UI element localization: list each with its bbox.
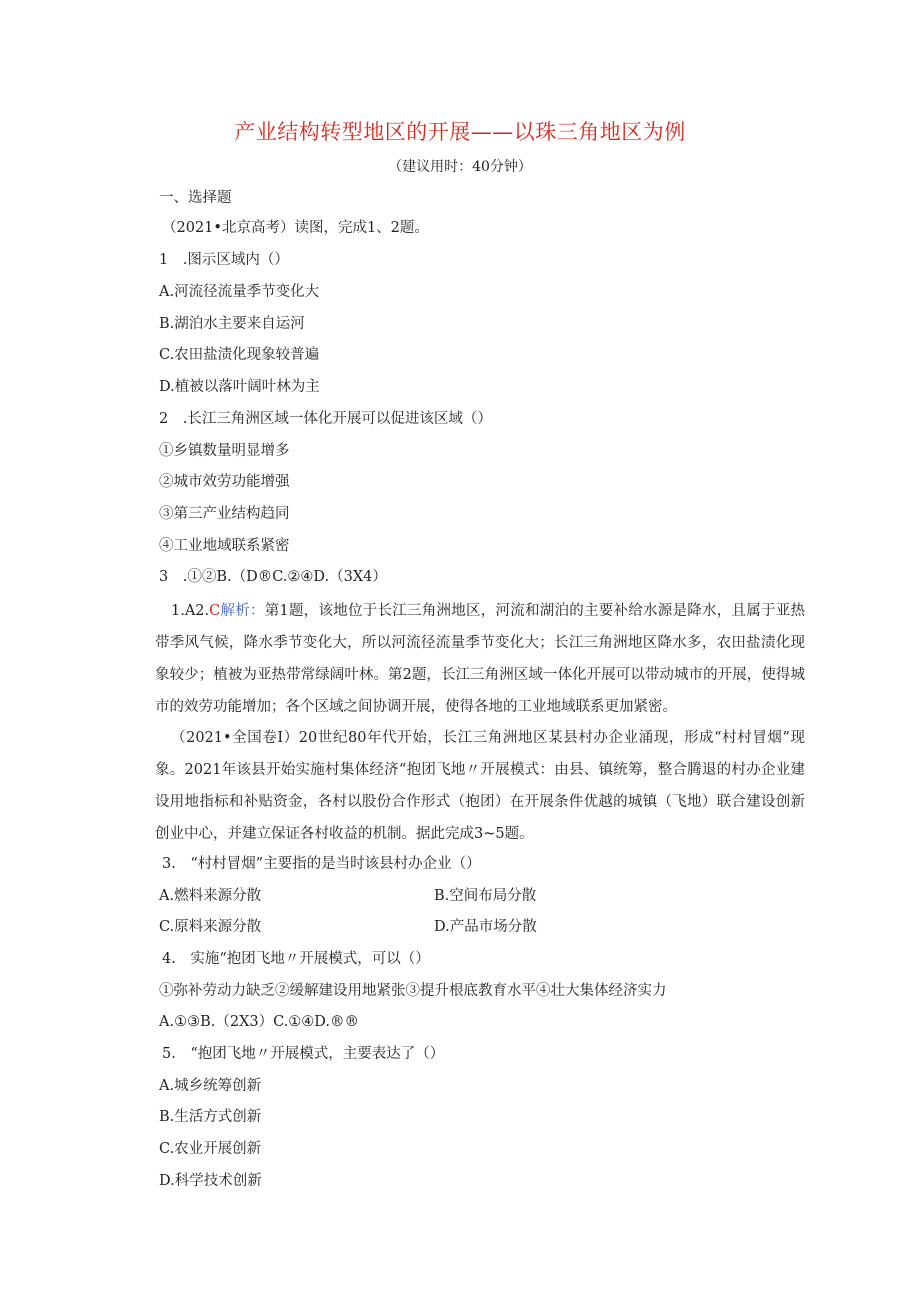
question-3-option-b: B.空间布局分散	[434, 888, 537, 904]
answer-explanation-1	[155, 595, 805, 723]
question-5-option-c: C.农业开展创新	[159, 1141, 262, 1157]
question-5-stem: 5. “抱团飞地〃开展模式，主要表达了（）	[162, 1046, 445, 1062]
answer-numbers: 1.A2.	[171, 603, 210, 619]
question-2-item-2: ②城市效劳功能增强	[159, 474, 290, 490]
question-2-item-1: ①乡镇数量明显增多	[159, 443, 290, 459]
source-note-2: （2021•全国卷I）20世纪80年代开始，长江三角洲地区某县村办企业涌现，形成“村村冒烟”现象。2021年该县开始实施村集体经济“抱团飞地〃开展模式：由县、镇统筹，整合腾退的村办企业建设用地指标和补贴资金，各村以股份合作形式（抱团）在开展条件优越的城镇（飞地）联合建设创新创业中心，并建立保证各村收益的机制。据此完成3~5题。	[155, 730, 805, 842]
question-5-option-b: B.生活方式创新	[159, 1109, 262, 1125]
answer-c: C	[209, 603, 221, 619]
question-5-option-d: D.科学技术创新	[159, 1173, 262, 1189]
question-2-stem: 2 .长江三角洲区域一体化开展可以促进该区域（）	[159, 411, 492, 427]
question-4-items: ①弥补劳动力缺乏②缓解建设用地紧张③提升根底教育水平④壮大集体经济实力	[159, 983, 667, 999]
question-4-stem: 4. 实施“抱团飞地〃开展模式，可以（）	[162, 951, 430, 967]
question-1-option-b: B.湖泊水主要来自运河	[159, 316, 305, 332]
question-3-stem: 3. “村村冒烟”主要指的是当时该县村办企业（）	[162, 856, 481, 872]
answer-text: 第1题，该地位于长江三角洲地区，河流和湖泊的主要补给水源是降水，且属于亚热带季风气候，降水季节变化大，所以河流径流量季节变化大；长江三角洲地区降水多，农田盐渍化现象较少；植被为亚热带常绿阔叶林。第2题，长江三角洲区域一体化开展可以带动城市的开展，使得城市的效劳功能增加；各个区域之间协调开展，使得各地的工业地域联系更加紧密。	[155, 603, 806, 715]
question-3-option-d: D.产品市场分散	[434, 919, 537, 935]
question-1-option-a: A.河流径流量季节变化大	[159, 284, 320, 300]
question-1-option-c: C.农田盐渍化现象较普遍	[159, 347, 320, 363]
question-2-item-3: ③第三产业结构趋同	[159, 506, 290, 522]
question-1-option-d: D.植被以落叶阔叶林为主	[159, 379, 320, 395]
section-heading: 一、选择题	[159, 190, 232, 206]
answer-label: 解析：	[220, 603, 265, 619]
page-title: 产业结构转型地区的开展——以珠三角地区为例	[234, 120, 686, 144]
suggested-time: （建议用时：40分钟）	[388, 159, 532, 175]
question-3-option-c: C.原料来源分散	[159, 919, 262, 935]
question-1-stem: 1 .图示区域内（）	[159, 252, 289, 268]
source-note-1: （2021•北京高考）读图，完成1、2题。	[162, 220, 429, 236]
question-3-option-a: A.燃料来源分散	[159, 888, 262, 904]
question-4-choices: A.①③B.（2X3）C.①④D.®®	[159, 1014, 360, 1030]
question-2-item-4: ④工业地域联系紧密	[159, 538, 290, 554]
question-2-choices: 3 .①②B.（D®C.②④D.（3X4）	[159, 569, 387, 585]
question-5-option-a: A.城乡统筹创新	[159, 1078, 262, 1094]
